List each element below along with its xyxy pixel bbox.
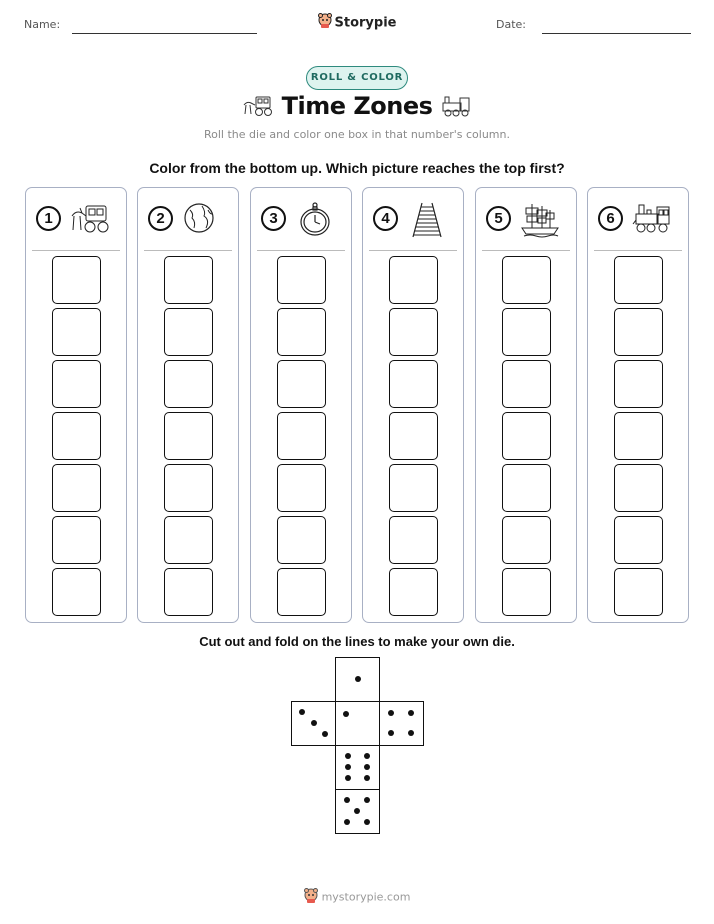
railroad-track-icon	[407, 202, 447, 243]
die-pip	[344, 819, 350, 825]
color-box[interactable]	[277, 308, 326, 356]
name-line[interactable]	[72, 33, 257, 34]
column-3	[250, 187, 352, 623]
color-box[interactable]	[52, 516, 101, 564]
die-pip	[299, 709, 305, 715]
color-box[interactable]	[502, 412, 551, 460]
color-box[interactable]	[502, 568, 551, 616]
brand-name: Storypie	[334, 15, 397, 31]
die-pip	[345, 753, 351, 759]
footer-url[interactable]: mystorypie.com	[321, 890, 411, 904]
color-box[interactable]	[389, 464, 438, 512]
die-pip	[354, 808, 360, 814]
color-box[interactable]	[52, 308, 101, 356]
color-box[interactable]	[277, 412, 326, 460]
column-number: 3	[261, 206, 286, 231]
color-box[interactable]	[164, 360, 213, 408]
column-number: 5	[486, 206, 511, 231]
activity-badge: ROLL & COLOR	[306, 66, 408, 90]
die-pip	[311, 720, 317, 726]
die-pip	[355, 676, 361, 682]
die-face-4	[379, 701, 424, 746]
die-pip	[322, 731, 328, 737]
color-box[interactable]	[614, 464, 663, 512]
color-box[interactable]	[614, 308, 663, 356]
coloring-instruction: Color from the bottom up. Which picture reaches the top first?	[149, 160, 565, 176]
color-box[interactable]	[502, 360, 551, 408]
color-box[interactable]	[164, 568, 213, 616]
die-instruction: Cut out and fold on the lines to make your own die.	[199, 634, 515, 649]
steam-locomotive-icon	[440, 95, 472, 122]
color-box[interactable]	[389, 360, 438, 408]
color-box[interactable]	[164, 464, 213, 512]
page-title: Time Zones	[281, 92, 433, 120]
die-pip	[388, 730, 394, 736]
die-pip	[364, 797, 370, 803]
color-box[interactable]	[52, 464, 101, 512]
column-number: 4	[373, 206, 398, 231]
column-6	[587, 187, 689, 623]
storypie-logo-icon	[318, 13, 332, 33]
color-box[interactable]	[164, 516, 213, 564]
color-box[interactable]	[164, 308, 213, 356]
column-5	[475, 187, 577, 623]
color-box[interactable]	[614, 516, 663, 564]
column-1	[25, 187, 127, 623]
die-pip	[344, 797, 350, 803]
color-box[interactable]	[389, 308, 438, 356]
color-box[interactable]	[164, 256, 213, 304]
die-pip	[388, 710, 394, 716]
color-box[interactable]	[614, 412, 663, 460]
color-box[interactable]	[277, 516, 326, 564]
color-box[interactable]	[277, 464, 326, 512]
name-label: Name:	[24, 18, 61, 31]
color-box[interactable]	[502, 308, 551, 356]
die-pip	[345, 764, 351, 770]
color-box[interactable]	[614, 360, 663, 408]
storypie-logo-icon	[304, 888, 318, 907]
color-box[interactable]	[614, 568, 663, 616]
color-box[interactable]	[277, 360, 326, 408]
color-box[interactable]	[52, 412, 101, 460]
date-label: Date:	[496, 18, 526, 31]
die-pip	[408, 710, 414, 716]
color-box[interactable]	[52, 568, 101, 616]
column-4	[362, 187, 464, 623]
pocket-watch-icon	[295, 202, 335, 241]
steam-locomotive-icon	[632, 202, 674, 239]
color-box[interactable]	[502, 464, 551, 512]
subtitle: Roll the die and color one box in that number's column.	[204, 128, 510, 141]
column-2	[137, 187, 239, 623]
die-pip	[364, 819, 370, 825]
color-box[interactable]	[389, 516, 438, 564]
die-face-3	[291, 701, 336, 746]
color-box[interactable]	[52, 360, 101, 408]
die-pip	[408, 730, 414, 736]
color-box[interactable]	[52, 256, 101, 304]
color-box[interactable]	[277, 568, 326, 616]
footer	[0, 888, 714, 907]
die-pip	[345, 775, 351, 781]
color-box[interactable]	[614, 256, 663, 304]
color-box[interactable]	[502, 256, 551, 304]
date-line[interactable]	[542, 33, 691, 34]
column-number: 6	[598, 206, 623, 231]
die-pip	[343, 711, 349, 717]
die-pip	[364, 764, 370, 770]
color-box[interactable]	[389, 412, 438, 460]
stagecoach-icon	[70, 202, 110, 239]
color-box[interactable]	[389, 568, 438, 616]
color-box[interactable]	[389, 256, 438, 304]
die-face-6	[335, 745, 380, 790]
color-box[interactable]	[164, 412, 213, 460]
color-box[interactable]	[502, 516, 551, 564]
die-face-1	[335, 657, 380, 702]
globe-icon	[182, 202, 222, 239]
color-box[interactable]	[277, 256, 326, 304]
brand	[0, 13, 714, 33]
sailing-ship-icon	[520, 202, 560, 243]
die-pip	[364, 753, 370, 759]
die-face-1	[335, 701, 380, 746]
column-number: 1	[36, 206, 61, 231]
die-pip	[364, 775, 370, 781]
die-face-5	[335, 789, 380, 834]
column-number: 2	[148, 206, 173, 231]
